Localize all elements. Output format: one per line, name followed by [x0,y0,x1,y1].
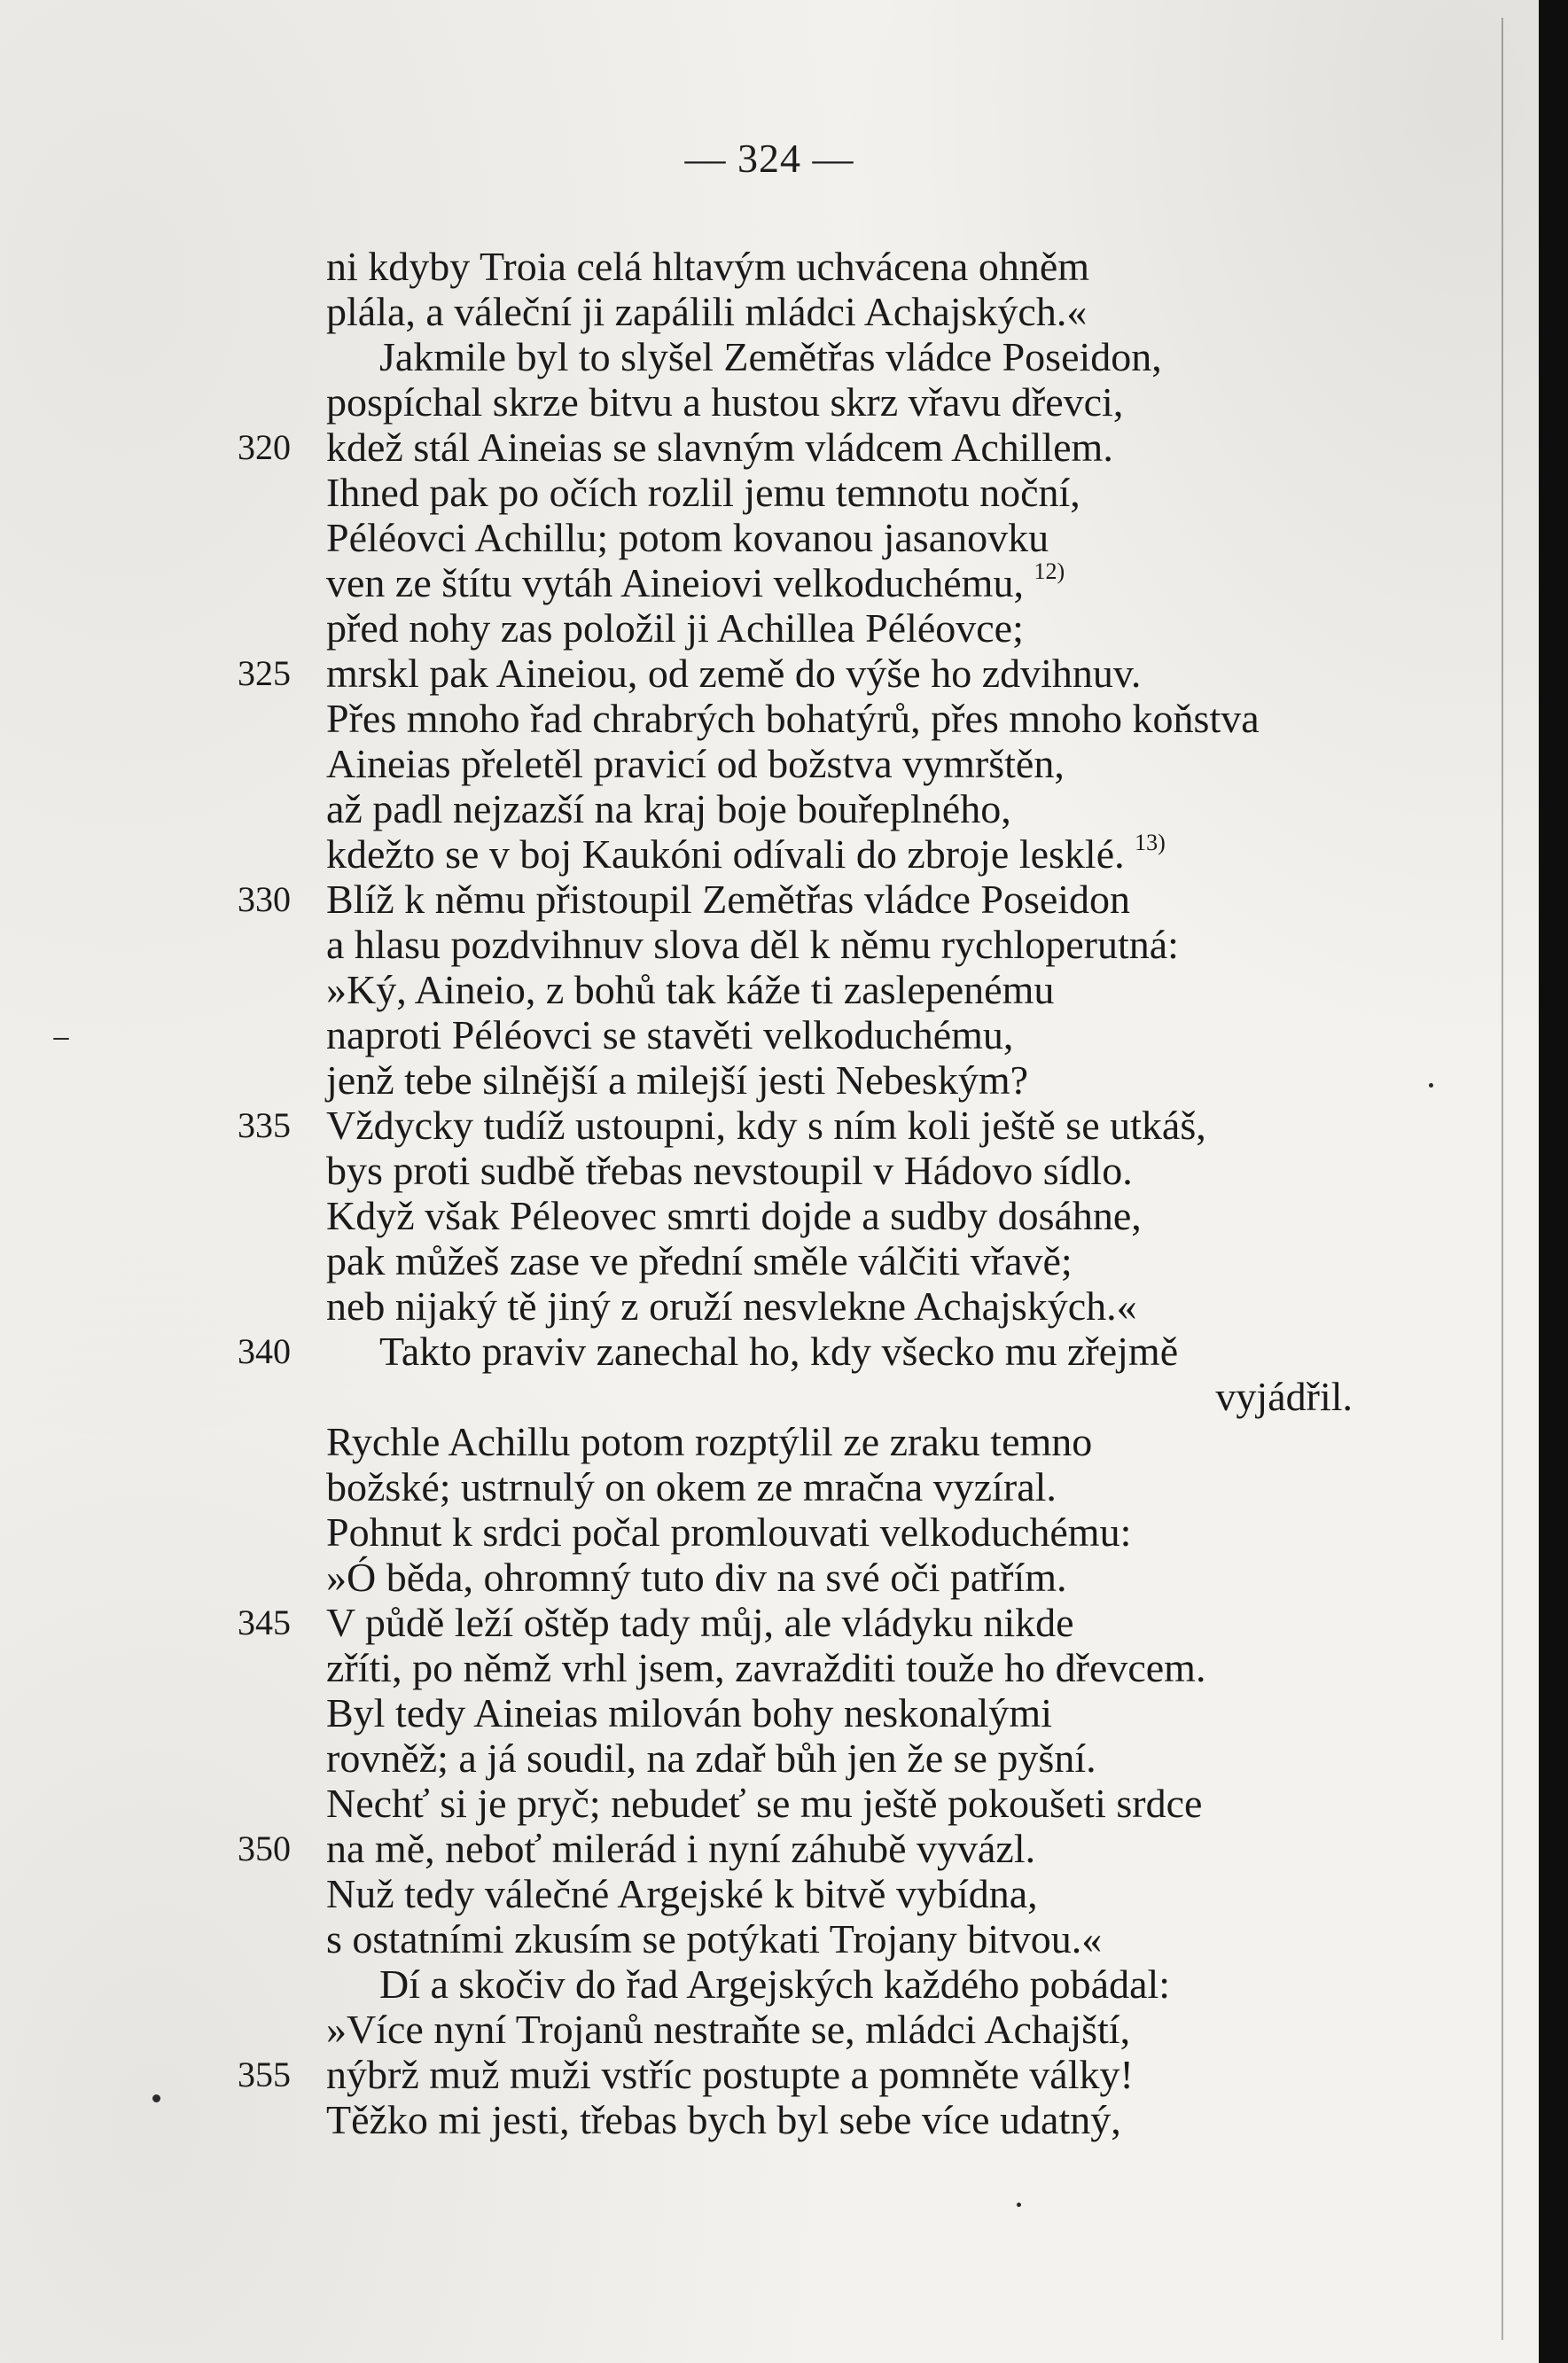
page-number: — 324 — [684,136,854,181]
line-number: 340 [238,1331,291,1371]
verse-text [326,244,1089,289]
verse-line [0,967,1539,1012]
verse-text-content: Těžko mi jesti, třebas bych byl sebe více udatný, [326,2097,1121,2142]
verse-text-content: božské; ustrnulý on okem ze mračna vyzíral. [326,1464,1057,1509]
print-speck [53,1038,69,1040]
verse-text-content: Jakmile byl to slyšel Zemětřas vládce Poseidon, [379,334,1162,379]
verse-text [326,1690,1052,1735]
verse-text [326,1555,1067,1600]
line-number: 355 [238,2055,291,2094]
verse-text-content: Když však Péleovec smrti dojde a sudby dosáhne, [326,1193,1142,1238]
verse-text [326,1193,1142,1238]
verse-line [0,605,1539,651]
verse-line [0,1148,1539,1193]
verse-text-content: rovněž; a já soudil, na zdař bůh jen že se pyšní. [326,1735,1096,1781]
page-fold-shadow [1502,18,1503,2340]
verse-line [0,741,1539,786]
verse-text [326,1419,1092,1464]
line-number: 325 [238,653,291,693]
verse-line [0,1193,1539,1238]
verse-text-content: ni kdyby Troia celá hltavým uchvácena ohněm [326,244,1090,289]
verse-line [0,1735,1539,1781]
verse-line [0,786,1539,831]
verse-text-content: »Ký, Aineio, z bohů tak káže ti zaslepenému [326,967,1055,1012]
verse-text-content: neb nijaký tě jiný z oruží nesvlekne Achajských.« [326,1283,1137,1329]
verse-text [326,741,1065,786]
verse-text-content: pak můžeš zase ve přední směle válčiti vřavě; [326,1238,1073,1283]
verse-text [326,1057,1028,1103]
verse-line [0,560,1539,605]
print-speck [152,2094,160,2102]
verse-text [326,1509,1131,1555]
verse-text-content: před nohy zas položil ji Achillea Péléovce; [326,605,1024,651]
verse-text-content: Blíž k němu přistoupil Zemětřas vládce Poseidon [326,877,1131,922]
footnote-marker: 12) [1034,558,1065,584]
verse-line [0,515,1539,560]
verse-text-content: »Ó běda, ohromný tuto div na své oči patřím. [326,1555,1067,1600]
verse-text-content: ven ze štítu vytáh Aineiovi velkoduchému, [326,560,1024,605]
verse-line [0,470,1539,515]
verse-text-content: jenž tebe silnější a milejší jesti Nebeským? [326,1057,1029,1103]
verse-text-content: nýbrž muž muži vstříc postupte a pomněte války! [326,2052,1134,2097]
verse-line [0,379,1539,425]
verse-text [326,560,1065,605]
verse-text [326,2007,1130,2052]
verse-text [326,1012,1013,1057]
verse-text-content: vyjádřil. [1215,1374,1353,1419]
verse-text-content: Dí a skočiv do řad Argejských každého pobádal: [379,1961,1171,2007]
verse-text [326,651,1141,696]
verse-text [326,1238,1073,1283]
verse-text-content: plála, a váleční ji zapálili mládci Achajských.« [326,289,1088,334]
verse-line [0,1871,1539,1916]
verse-line [0,1690,1539,1735]
verse-text [326,1283,1137,1329]
verse-text-content: Péléovci Achillu; potom kovanou jasanovku [326,515,1049,560]
verse-text-content: bys proti sudbě třebas nevstoupil v Hádovo sídlo. [326,1148,1133,1193]
verse-text [379,1329,1178,1374]
verse-text-content: Ihned pak po očích rozlil jemu temnotu noční, [326,470,1080,515]
verse-line [0,922,1539,967]
verse-text-content: až padl nejzazší na kraj boje bouřeplného, [326,786,1011,831]
verse-line [0,1600,1539,1645]
verse-text [326,696,1260,741]
verse-text [326,605,1024,651]
verse-line [0,1012,1539,1057]
verse-text-content: kdež stál Aineias se slavným vládcem Achillem. [326,425,1113,470]
verse-text [326,1464,1057,1509]
verse-text [326,1645,1205,1690]
verse-text-content: pospíchal skrze bitvu a hustou skrz vřavu dřevci, [326,379,1124,425]
verse-text [326,1735,1096,1781]
verse-text-content: na mě, neboť milerád i nyní záhubě vyvázl. [326,1826,1036,1871]
verse-text-content: kdežto se v boj Kaukóni odívali do zbroje lesklé. [326,831,1125,877]
verse-text-content: Rychle Achillu potom rozptýlil ze zraku temno [326,1419,1093,1464]
scan-edge [1539,0,1568,2363]
verse-text [326,1871,1038,1916]
verse-text-content: Nuž tedy válečné Argejské k bitvě vybídna, [326,1871,1038,1916]
verse-text [326,831,1166,877]
verse-line [0,1238,1539,1283]
verse-text-content: Aineias přeletěl pravicí od božstva vymrštěn, [326,741,1065,786]
verse-text [326,2097,1121,2142]
verse-text [326,877,1130,922]
verse-line [0,2097,1539,2142]
verse-text [379,1961,1170,2007]
verse-text [326,1826,1035,1871]
footnote-marker: 13) [1135,829,1166,855]
verse-line [0,831,1539,877]
verse-line [0,1329,1539,1374]
verse-line [0,1509,1539,1555]
verse-text-content: Nechť si je pryč; nebudeť se mu ještě pokoušeti srdce [326,1781,1203,1826]
verse-text-content: naproti Péléovci se stavěti velkoduchému, [326,1012,1014,1057]
verse-line [0,334,1539,379]
verse-text [326,425,1113,470]
line-number: 345 [238,1603,291,1642]
verse-text-content: Takto praviv zanechal ho, kdy všecko mu zřejmě [379,1329,1179,1374]
verse-line [0,1781,1539,1826]
verse-text [326,515,1049,560]
verse-text [326,289,1087,334]
verse-line [0,1555,1539,1600]
verse-text-content: Přes mnoho řad chrabrých bohatýrů, přes mnoho koňstva [326,696,1260,741]
verse-text [326,786,1011,831]
verse-text-content: V půdě leží oštěp tady můj, ale vládyku nikde [326,1600,1074,1645]
verse-line [0,1374,1539,1419]
verse-text [326,1103,1206,1148]
verse-text [326,922,1179,967]
verse-line [0,425,1539,470]
verse-line [0,1916,1539,1961]
verse-line [0,244,1539,289]
verse-text-content: a hlasu pozdvihnuv slova děl k němu rychloperutná: [326,922,1179,967]
verse-line [0,1645,1539,1690]
verse-line [0,289,1539,334]
line-number: 330 [238,879,291,919]
verse-line [0,1826,1539,1871]
verse-line [0,696,1539,741]
verse-line [0,1283,1539,1329]
verse-text [1215,1374,1353,1419]
verse-line [0,1464,1539,1509]
verse-text [326,967,1054,1012]
verse-text-content: Vždycky tudíž ustoupni, kdy s ním koli ještě se utkáš, [326,1103,1206,1148]
verse-line [0,2052,1539,2097]
verse-text-content: mrskl pak Aineiou, od země do výše ho zdvihnuv. [326,651,1142,696]
line-number: 350 [238,1829,291,1868]
verse-text [326,2052,1134,2097]
line-number: 320 [238,427,291,467]
print-speck [1429,1083,1433,1088]
verse-text [326,1600,1074,1645]
verse-line [0,1961,1539,2007]
verse-line [0,1103,1539,1148]
verse-text [326,1148,1133,1193]
verse-block [0,244,1539,2142]
verse-text [326,1781,1202,1826]
verse-line [0,1419,1539,1464]
verse-text [326,379,1123,425]
verse-line [0,2007,1539,2052]
verse-line [0,1057,1539,1103]
verse-line [0,877,1539,922]
verse-text-content: Byl tedy Aineias milován bohy neskonalými [326,1690,1052,1735]
verse-text-content: Pohnut k srdci počal promlouvati velkoduchému: [326,1509,1132,1555]
verse-text [379,334,1162,379]
line-number: 335 [238,1105,291,1145]
verse-line [0,651,1539,696]
print-speck [1017,2203,1021,2207]
verse-text-content: s ostatními zkusím se potýkati Trojany bitvou.« [326,1916,1103,1961]
verse-text-content: »Více nyní Trojanů nestraňte se, mládci Achajští, [326,2007,1131,2052]
verse-text-content: zříti, po němž vrhl jsem, zavražditi touže ho dřevcem. [326,1645,1206,1690]
verse-text [326,470,1080,515]
verse-text [326,1916,1102,1961]
